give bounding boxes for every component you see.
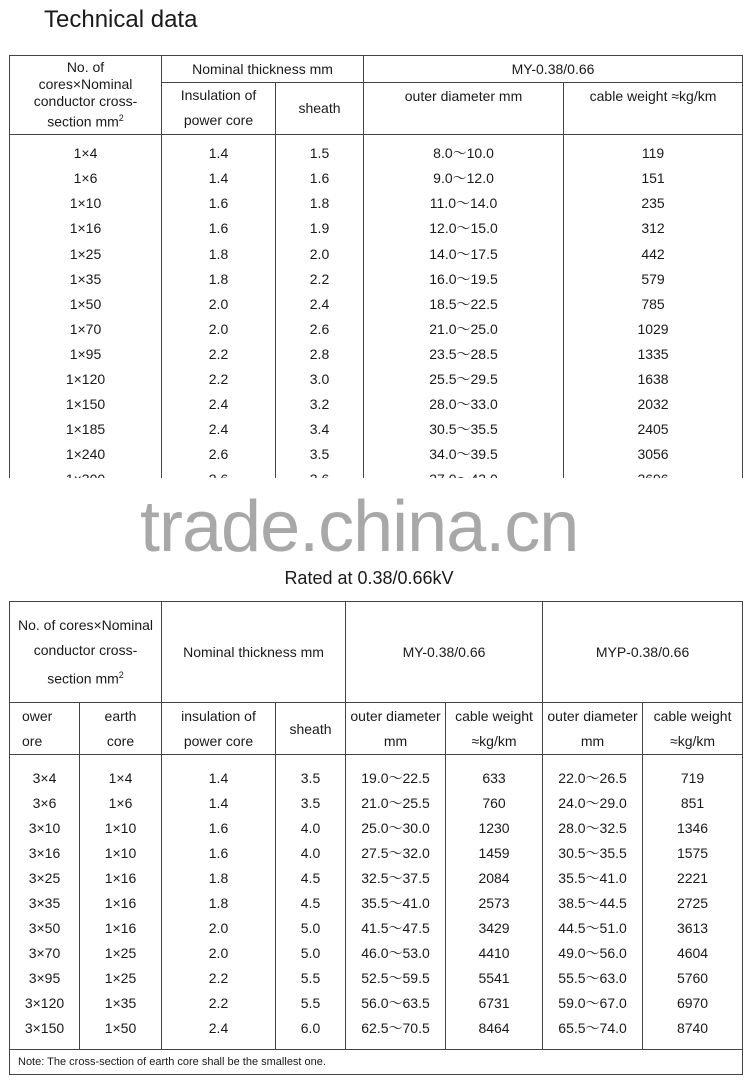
table-cell: 851 xyxy=(643,790,743,815)
table-row xyxy=(10,166,743,191)
table-cell: 1×35 xyxy=(10,266,162,291)
table-cell: 1×4 xyxy=(10,134,162,166)
table-cell: 5.0 xyxy=(276,916,346,941)
table-cell: 2.2 xyxy=(162,991,276,1016)
table-cell: 28.0～32.5 xyxy=(543,815,643,840)
table-cell: 25.0～30.0 xyxy=(346,815,446,840)
table-cell: 1×25 xyxy=(10,241,162,266)
table-cell: 1×150 xyxy=(10,392,162,417)
table-cell: 1×16 xyxy=(10,216,162,241)
table-cell: 6970 xyxy=(643,991,743,1016)
table-cell: 2405 xyxy=(564,417,743,442)
table-cell: 8740 xyxy=(643,1016,743,1050)
table-cell: 19.0～22.5 xyxy=(346,755,446,791)
table-cell: 4604 xyxy=(643,941,743,966)
table-cell: 1.8 xyxy=(162,241,276,266)
table-row xyxy=(10,316,743,341)
header-cable-weight: cable weight ≈kg/km xyxy=(446,703,543,755)
table-cell: 1.8 xyxy=(162,890,276,915)
table-cell: 3×150 xyxy=(10,1016,80,1050)
table-cell: 2.2 xyxy=(276,266,364,291)
table-cell: 62.5～70.5 xyxy=(346,1016,446,1050)
table-cell: 1×120 xyxy=(10,367,162,392)
table-cell: 3.0 xyxy=(276,367,364,392)
table-cell: 1.5 xyxy=(276,134,364,166)
table-cell: 3.2 xyxy=(276,392,364,417)
header-earth-core: earth core xyxy=(80,703,162,755)
table-cell: 785 xyxy=(564,291,743,316)
table-row xyxy=(10,216,743,241)
table-cell: 3×10 xyxy=(10,815,80,840)
table-cell: 5.5 xyxy=(276,966,346,991)
table-cell: 1×16 xyxy=(80,916,162,941)
table-cell: 1×70 xyxy=(10,316,162,341)
table-cell: 56.0～63.5 xyxy=(346,991,446,1016)
table-cell: 2.6 xyxy=(162,442,276,467)
table-cell: 1.8 xyxy=(162,266,276,291)
table-cell: 2.6 xyxy=(276,316,364,341)
table-cell: 35.5～41.0 xyxy=(543,865,643,890)
table-cell: 2.4 xyxy=(162,417,276,442)
table-cell: 1×4 xyxy=(80,755,162,791)
table-cell: 1.6 xyxy=(162,216,276,241)
table-cell: 1575 xyxy=(643,840,743,865)
table-cell: 5760 xyxy=(643,966,743,991)
table-row xyxy=(10,916,743,941)
rated-cable-table xyxy=(9,601,743,1075)
table-row xyxy=(10,865,743,890)
table-row xyxy=(10,341,743,366)
table-cell: 30.5～35.5 xyxy=(543,840,643,865)
table-cell: 65.5～74.0 xyxy=(543,1016,643,1050)
table-cell: 3613 xyxy=(643,916,743,941)
table-cell: 1×50 xyxy=(80,1016,162,1050)
table-cell: 1.4 xyxy=(162,134,276,166)
table-cell: 6.0 xyxy=(276,1016,346,1050)
table-row xyxy=(10,191,743,216)
table-cell: 3.5 xyxy=(276,790,346,815)
table-cell: 22.0～26.5 xyxy=(543,755,643,791)
table-cell: 16.0～19.5 xyxy=(364,266,564,291)
table-row xyxy=(10,134,743,166)
table-cell: 2084 xyxy=(446,865,543,890)
technical-data-table xyxy=(9,55,743,492)
table-cell: 1×25 xyxy=(80,941,162,966)
table-cell: 442 xyxy=(564,241,743,266)
table-cell: 1×16 xyxy=(80,865,162,890)
table-cell: 2.0 xyxy=(162,291,276,316)
table-cell: 119 xyxy=(564,134,743,166)
header-cores: No. of cores×Nominal conductor cross-section $mm^2$ xyxy=(10,56,162,135)
table-cell: 1×6 xyxy=(10,166,162,191)
table-cell: 34.0～39.5 xyxy=(364,442,564,467)
table-row xyxy=(10,890,743,915)
table-cell: 49.0～56.0 xyxy=(543,941,643,966)
table-cell: 1×25 xyxy=(80,966,162,991)
table-cell: 14.0～17.5 xyxy=(364,241,564,266)
table-cell: 1.6 xyxy=(162,191,276,216)
header-outer-diameter: outer diameter mm xyxy=(364,82,564,134)
table-cell: 1×35 xyxy=(80,991,162,1016)
rating-subtitle: Rated at 0.38/0.66kV xyxy=(284,568,454,588)
table-cell: 1638 xyxy=(564,367,743,392)
table-row xyxy=(10,991,743,1016)
table-cell: 5.5 xyxy=(276,991,346,1016)
table-cell: 1×10 xyxy=(80,815,162,840)
table-cell: 12.0～15.0 xyxy=(364,216,564,241)
table-cell: 1346 xyxy=(643,815,743,840)
footnote: Note: The cross-section of earth core shall be the smallest one. xyxy=(10,1050,743,1075)
table-cell: 18.5～22.5 xyxy=(364,291,564,316)
table-cell: 2.2 xyxy=(162,966,276,991)
table-cell: 760 xyxy=(446,790,543,815)
table-cell: 2032 xyxy=(564,392,743,417)
table-cell: 3429 xyxy=(446,916,543,941)
table-cell: 2.2 xyxy=(162,367,276,392)
table-row xyxy=(10,241,743,266)
table-cell: 28.0～33.0 xyxy=(364,392,564,417)
table-cell: 2.8 xyxy=(276,341,364,366)
table-cell: 3×50 xyxy=(10,916,80,941)
table-cell: 1.8 xyxy=(162,865,276,890)
table-cell: 2221 xyxy=(643,865,743,890)
table-cell: 2.4 xyxy=(276,291,364,316)
table-cell: 23.5～28.5 xyxy=(364,341,564,366)
table-row xyxy=(10,755,743,791)
table-cell: 2.2 xyxy=(162,341,276,366)
table-cell: 3×35 xyxy=(10,890,80,915)
table-cell: 1×10 xyxy=(10,191,162,216)
page-title: Technical data xyxy=(44,6,198,33)
table-cell: 52.5～59.5 xyxy=(346,966,446,991)
header-sheath: sheath xyxy=(276,82,364,134)
table-cell: 2573 xyxy=(446,890,543,915)
table-cell: 1029 xyxy=(564,316,743,341)
table-cell: 1.6 xyxy=(276,166,364,191)
table-cell: 633 xyxy=(446,755,543,791)
table-cell: 2.0 xyxy=(162,941,276,966)
table-cell: 6731 xyxy=(446,991,543,1016)
table-cell: 21.0～25.0 xyxy=(364,316,564,341)
table-cell: 24.0～29.0 xyxy=(543,790,643,815)
table-cell: 46.0～53.0 xyxy=(346,941,446,966)
table-cell: 2.0 xyxy=(276,241,364,266)
table-cell: 5541 xyxy=(446,966,543,991)
table-cell: 11.0～14.0 xyxy=(364,191,564,216)
header-nominal-thickness: Nominal thickness mm xyxy=(162,56,364,83)
table-cell: 55.5～63.0 xyxy=(543,966,643,991)
table-cell: 1.9 xyxy=(276,216,364,241)
header-cable-weight: cable weight ≈kg/km xyxy=(564,82,743,134)
header-cable-weight-myp: cable weight ≈kg/km xyxy=(643,703,743,755)
table-cell: 4.0 xyxy=(276,840,346,865)
table-cell: 1×95 xyxy=(10,341,162,366)
table-cell: 1.6 xyxy=(162,815,276,840)
table-cell: 4.5 xyxy=(276,865,346,890)
table-cell: 3056 xyxy=(564,442,743,467)
table-cell: 312 xyxy=(564,216,743,241)
header-outer-diameter-myp: outer diameter mm xyxy=(543,703,643,755)
header-myp-model: MYP-0.38/0.66 xyxy=(543,602,743,703)
table-cell: 3×70 xyxy=(10,941,80,966)
table-cell: 1.6 xyxy=(162,840,276,865)
table-cell: 35.5～41.0 xyxy=(346,890,446,915)
table-cell: 41.5～47.5 xyxy=(346,916,446,941)
table-cell: 579 xyxy=(564,266,743,291)
table-cell: 1×10 xyxy=(80,840,162,865)
table-row xyxy=(10,442,743,467)
header-nominal-thickness: Nominal thickness mm xyxy=(162,602,346,703)
table-cell: 2.0 xyxy=(162,316,276,341)
table-cell: 1.4 xyxy=(162,755,276,791)
table-row xyxy=(10,815,743,840)
table-cell: 3×4 xyxy=(10,755,80,791)
table-row xyxy=(10,392,743,417)
table-row xyxy=(10,417,743,442)
table-cell: 3×120 xyxy=(10,991,80,1016)
header-cores: No. of cores×Nominal conductor cross-section $mm^2$ xyxy=(10,602,162,703)
table-cell: 8.0～10.0 xyxy=(364,134,564,166)
table-cell: 2.4 xyxy=(162,1016,276,1050)
table-cell: 44.5～51.0 xyxy=(543,916,643,941)
table-cell: 3.5 xyxy=(276,755,346,791)
table-cell: 2.4 xyxy=(162,392,276,417)
header-insulation: Insulation of power core xyxy=(162,82,276,134)
table-cell: 4410 xyxy=(446,941,543,966)
table-cell: 1230 xyxy=(446,815,543,840)
table-row xyxy=(10,966,743,991)
table-cell: 3.5 xyxy=(276,442,364,467)
header-my-model: MY-0.38/0.66 xyxy=(346,602,543,703)
table-cell: 1.8 xyxy=(276,191,364,216)
table-cell: 1.4 xyxy=(162,790,276,815)
table-cell: 3×6 xyxy=(10,790,80,815)
table-cell: 1459 xyxy=(446,840,543,865)
header-sheath: sheath xyxy=(276,703,346,755)
table-row xyxy=(10,941,743,966)
table-cell: 3.4 xyxy=(276,417,364,442)
table-cell: 30.5～35.5 xyxy=(364,417,564,442)
table-row xyxy=(10,840,743,865)
table-cell: 21.0～25.5 xyxy=(346,790,446,815)
table-cell: 1×50 xyxy=(10,291,162,316)
table-cell: 4.0 xyxy=(276,815,346,840)
table-cell: 27.5～32.0 xyxy=(346,840,446,865)
table-cell: 38.5～44.5 xyxy=(543,890,643,915)
header-outer-diameter: outer diameter mm xyxy=(346,703,446,755)
table-cell: 1×185 xyxy=(10,417,162,442)
table-row xyxy=(10,266,743,291)
table-cell: 1.4 xyxy=(162,166,276,191)
table-cell: 1×240 xyxy=(10,442,162,467)
header-power-core: ower ore xyxy=(10,703,80,755)
table-row xyxy=(10,291,743,316)
table-row xyxy=(10,367,743,392)
table-row xyxy=(10,790,743,815)
table-cell: 1335 xyxy=(564,341,743,366)
table-cell: 151 xyxy=(564,166,743,191)
table-cell: 8464 xyxy=(446,1016,543,1050)
table-cell: 2725 xyxy=(643,890,743,915)
table-cell: 3×16 xyxy=(10,840,80,865)
table-cell: 9.0～12.0 xyxy=(364,166,564,191)
table-cell: 3×95 xyxy=(10,966,80,991)
table-cell: 1×6 xyxy=(80,790,162,815)
table-cell: 4.5 xyxy=(276,890,346,915)
table-cell: 3×25 xyxy=(10,865,80,890)
table-cell: 235 xyxy=(564,191,743,216)
table-cell: 1×16 xyxy=(80,890,162,915)
table-cell: 59.0～67.0 xyxy=(543,991,643,1016)
table-cell: 2.0 xyxy=(162,916,276,941)
table-cell: 719 xyxy=(643,755,743,791)
watermark-text: trade.china.cn xyxy=(140,487,579,567)
table-cell: 32.5～37.5 xyxy=(346,865,446,890)
table-cell: 5.0 xyxy=(276,941,346,966)
header-my-model: MY-0.38/0.66 xyxy=(364,56,743,83)
header-insulation: insulation of power core xyxy=(162,703,276,755)
table-row xyxy=(10,1016,743,1050)
table-cell: 25.5～29.5 xyxy=(364,367,564,392)
